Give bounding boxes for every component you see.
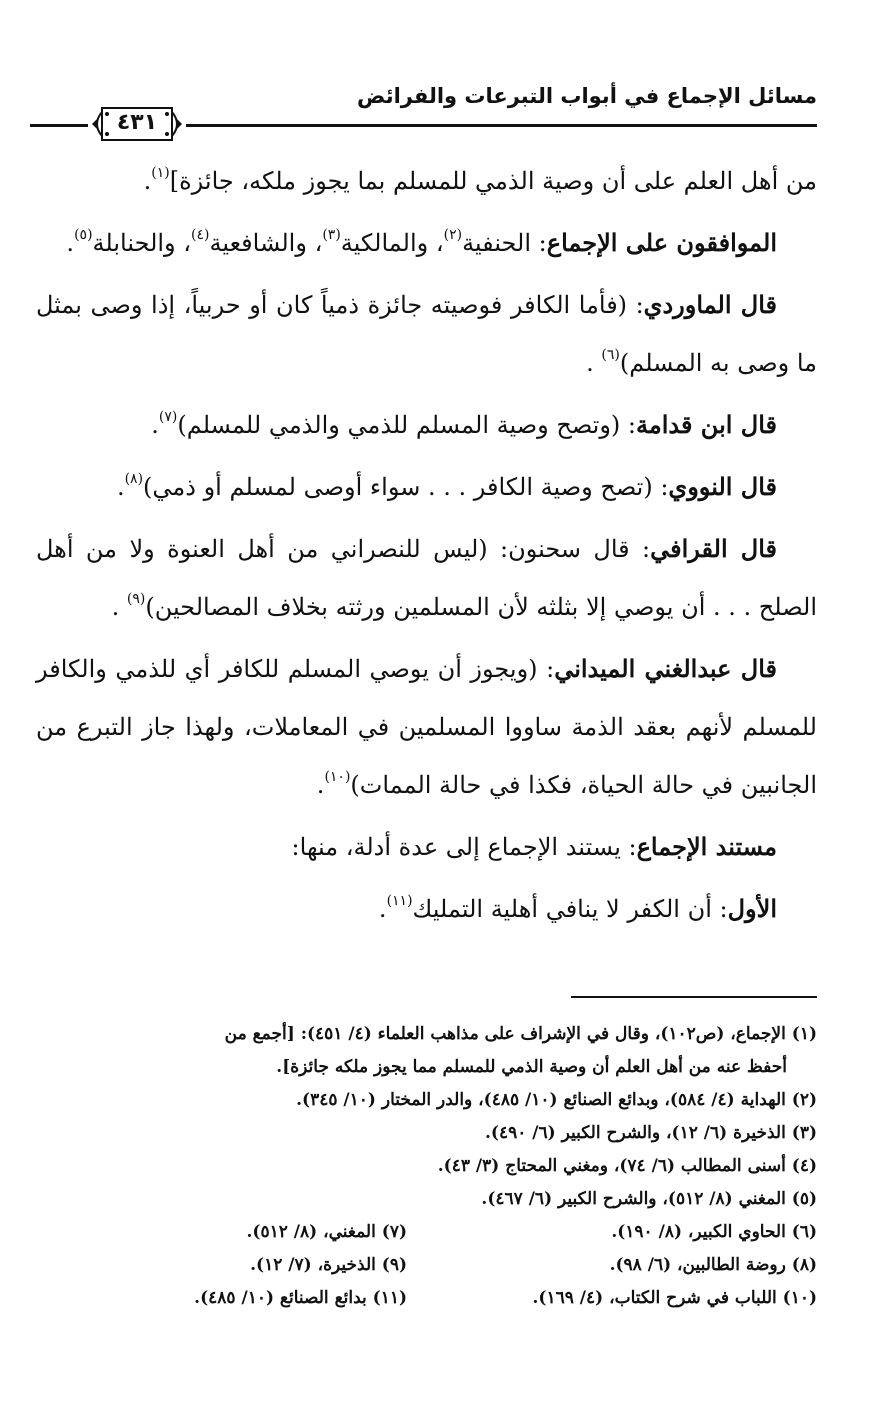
paragraph-label: قال الماوردي <box>643 290 777 319</box>
paragraph-label: قال النووي <box>668 472 777 501</box>
footnote-8: (٨) روضة الطالبين، (٦/ ٩٨). <box>609 1255 817 1275</box>
footnote-ref[interactable]: (٨) <box>124 471 144 487</box>
footnote-ref[interactable]: (٥) <box>74 227 93 243</box>
paragraph-basis: مستند الإجماع: يستند الإجماع إلى عدة أدلة، منها: <box>291 832 777 861</box>
footnote-1-continuation: أحفظ عنه من أهل العلم أن وصية الذمي للمسلم مما يجوز ملكه جائزة]. <box>276 1057 787 1077</box>
footnote-9: (٩) الذخيرة، (٧/ ١٢). <box>250 1255 407 1275</box>
footnote-5: (٥) المغني (٨/ ٥١٢)، والشرح الكبير (٦/ ٤٦٧). <box>481 1189 817 1209</box>
footnote-row <box>36 1216 817 1249</box>
paragraph-label: الموافقون على الإجماع <box>546 228 777 257</box>
footnote-ref[interactable]: (٦) <box>601 347 620 363</box>
paragraph-label: قال عبدالغني الميداني <box>554 654 777 683</box>
paragraph-agreeing-schools: الموافقون على الإجماع: الحنفية$^{(٢)}$، والمالكية$^{(٣)}$، والشافعية$^{(٤)}$، والحنابلة$^{(٥)}$. <box>66 227 777 257</box>
paragraph-label: قال ابن قدامة <box>635 410 777 439</box>
footnote-ref[interactable]: (٤) <box>191 227 210 243</box>
footnote-11: (١١) بدائع الصنائع (١٠/ ٤٨٥). <box>194 1288 407 1308</box>
footnote-separator <box>571 996 817 998</box>
footnote-ref[interactable]: (٩) <box>126 591 146 607</box>
footnote-6: (٦) الحاوي الكبير، (٨/ ١٩٠). <box>611 1222 817 1242</box>
footnote-ref[interactable]: (١١) <box>386 893 413 909</box>
footnotes <box>36 1018 817 1315</box>
footnote-3: (٣) الذخيرة (٦/ ١٢)، والشرح الكبير (٦/ ٤٩٠). <box>485 1123 817 1143</box>
running-title: مسائل الإجماع في أبواب التبرعات والفرائض <box>357 84 817 108</box>
paragraph-continuation: من أهل العلم على أن وصية الذمي للمسلم بما يجوز ملكه، جائزة]$^{(١)}$. <box>143 165 817 195</box>
footnote-ref[interactable]: (٧) <box>158 409 178 425</box>
footnote-4: (٤) أسنى المطالب (٦/ ٧٤)، ومغني المحتاج (٣/ ٤٣). <box>437 1156 817 1176</box>
footnote-1: (١) الإجماع، (ص١٠٢)، وقال في الإشراف على مذاهب العلماء (٤/ ٤٥١): [أجمع من <box>224 1024 817 1044</box>
paragraph-label: الأول <box>727 894 777 923</box>
footnote-ref[interactable]: (٣) <box>322 227 341 243</box>
page-number: ٤٣١ <box>116 110 158 135</box>
footnote-row <box>36 1282 817 1315</box>
footnote-ref[interactable]: (١) <box>151 165 170 181</box>
page-number-ornament <box>88 106 186 142</box>
paragraph-qarafi: قال القرافي: قال سحنون: (ليس للنصراني من أهل العنوة ولا من أهل الصلح . . . أن يوصي إلا بثلثه لأن المسلمين ورثته بخلاف المصالحين)$^{(٩)}$ . <box>36 534 817 621</box>
footnote-ref[interactable]: (٢) <box>443 227 463 243</box>
paragraph-mawardi: قال الماوردي: (فأما الكافر فوصيته جائزة ذمياً كان أو حربياً، إذا وصى بمثل ما وصى به المسلم)$^{(٦)}$ . <box>36 290 817 377</box>
footnote-row <box>36 1249 817 1282</box>
footnote-10: (١٠) اللباب في شرح الكتاب، (٤/ ١٦٩). <box>532 1288 817 1308</box>
paragraph-ibn-qudama: قال ابن قدامة: (وتصح وصية المسلم للذمي والذمي للمسلم)$^{(٧)}$. <box>151 409 777 439</box>
main-text <box>36 152 817 942</box>
footnote-7: (٧) المغني، (٨/ ٥١٢). <box>246 1222 407 1242</box>
paragraph-first-evidence: الأول: أن الكفر لا ينافي أهلية التمليك$^{(١١)}$. <box>378 893 777 923</box>
paragraph-maydani: قال عبدالغني الميداني: (ويجوز أن يوصي المسلم للكافر أي للذمي والكافر للمسلم لأنهم بعقد الذمة ساووا المسلمين في المعاملات، ولهذا جاز التبرع من الجانبين في حالة الحياة، فكذا في حالة الممات)$^{(١٠)}$. <box>36 654 817 799</box>
paragraph-label: قال القرافي <box>650 534 777 563</box>
paragraph-nawawi: قال النووي: (تصح وصية الكافر . . . سواء أوصى لمسلم أو ذمي)$^{(٨)}$. <box>116 471 777 501</box>
paragraph-label: مستند الإجماع <box>636 832 777 861</box>
footnote-2: (٢) الهداية (٤/ ٥٨٤)، وبدائع الصنائع (١٠/ ٤٨٥)، والدر المختار (١٠/ ٣٤٥). <box>296 1090 817 1110</box>
footnote-ref[interactable]: (١٠) <box>324 769 351 785</box>
